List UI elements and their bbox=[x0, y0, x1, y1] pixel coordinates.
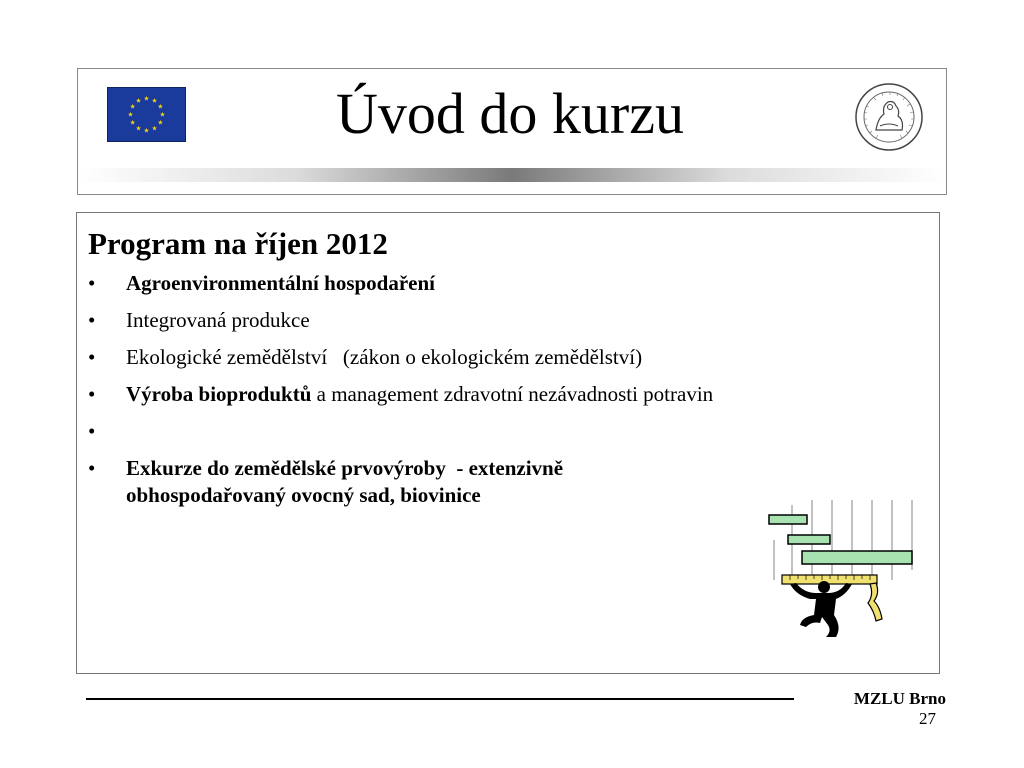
slide-title: Úvod do kurzu bbox=[336, 81, 684, 146]
list-item bbox=[88, 307, 928, 334]
bullet-marker: • bbox=[88, 456, 96, 480]
item-bold-text: Agroenvironmentální hospodaření bbox=[126, 271, 436, 295]
list-item bbox=[88, 381, 928, 408]
item-text: a management zdravotní nezávadnosti potravin bbox=[311, 382, 714, 406]
item-bold-text: Exkurze do zemědělské prvovýroby - extenzivně obhospodařovaný ovocný sad, biovinice bbox=[126, 456, 569, 507]
list-item bbox=[88, 344, 928, 371]
list-item bbox=[88, 455, 726, 509]
list-item-empty bbox=[88, 418, 928, 445]
item-text: Integrovaná produkce bbox=[126, 308, 310, 332]
lifting-figure-clipart bbox=[762, 495, 920, 640]
program-list bbox=[88, 270, 928, 519]
list-item bbox=[88, 270, 928, 297]
university-seal-icon bbox=[854, 82, 924, 152]
bullet-marker: • bbox=[88, 419, 96, 443]
item-text: Ekologické zemědělství (zákon o ekologickém zemědělství) bbox=[126, 345, 643, 369]
bullet-marker: • bbox=[88, 345, 96, 369]
bullet-marker: • bbox=[88, 382, 96, 406]
eu-flag-icon bbox=[107, 87, 186, 142]
bullet-marker: • bbox=[88, 308, 96, 332]
footer-divider bbox=[86, 698, 794, 700]
page-number: 27 bbox=[919, 709, 936, 728]
footer-organization: MZLU Brno bbox=[853, 689, 946, 708]
section-title: Program na říjen 2012 bbox=[88, 226, 388, 261]
bullet-marker: • bbox=[88, 271, 96, 295]
item-bold-text: Výroba bioproduktů bbox=[126, 382, 312, 406]
header-gradient-bar bbox=[78, 168, 946, 182]
